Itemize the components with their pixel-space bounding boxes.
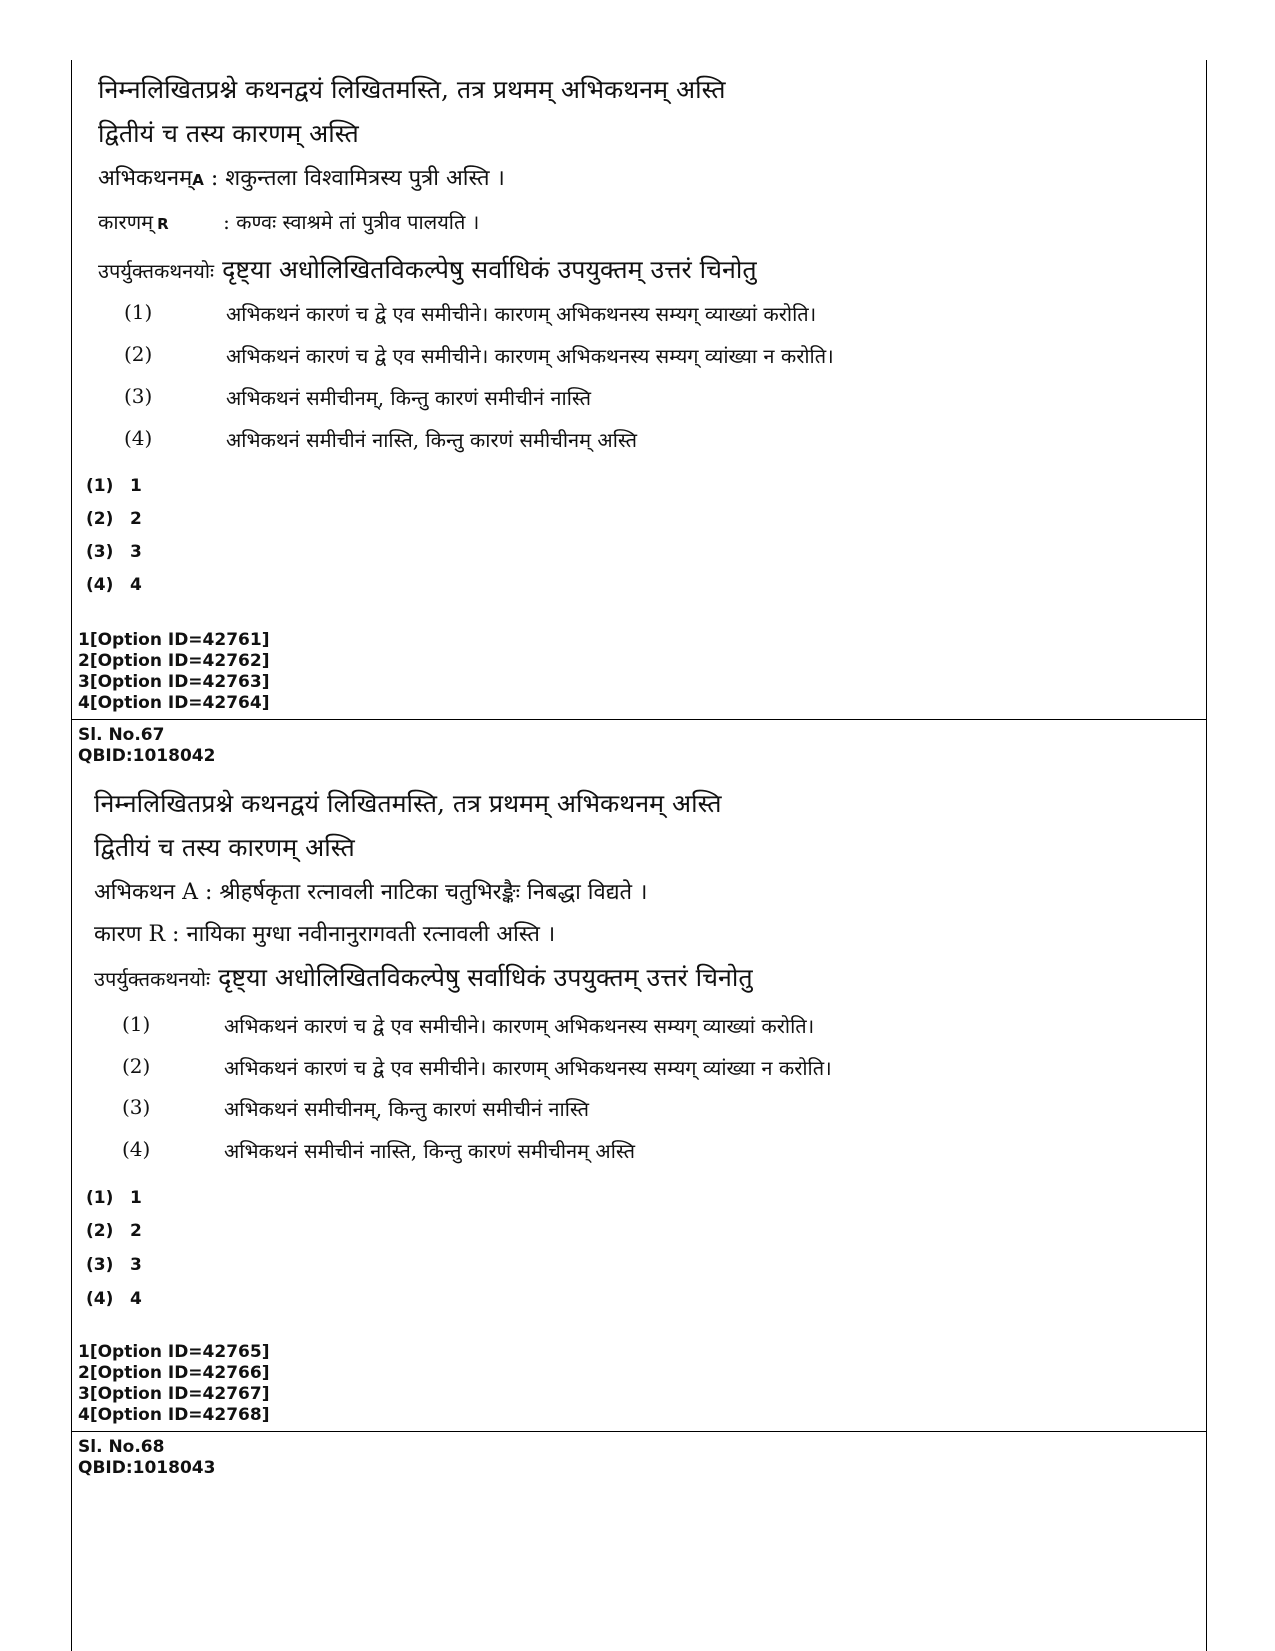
option-id: 2[Option ID=42766] bbox=[78, 1363, 270, 1383]
answer-choice: (4) 4 bbox=[86, 575, 142, 595]
option-id: 4[Option ID=42768] bbox=[78, 1405, 270, 1425]
answer-choice: (1) 1 bbox=[86, 476, 142, 496]
serial-number: Sl. No.68 bbox=[78, 1437, 165, 1457]
assertion-letter: A bbox=[192, 171, 204, 189]
answer-choice: (3) 3 bbox=[86, 1255, 142, 1275]
instruction-text: दृष्ट्या अधोलिखितविकल्पेषु सर्वाधिकं उपयुक्तम् उत्तरं चिनोतु bbox=[218, 963, 753, 992]
option-number: (2) bbox=[124, 342, 153, 366]
assertion-text: : शकुन्तला विश्वामित्रस्य पुत्री अस्ति । bbox=[210, 166, 505, 191]
qbid: QBID:1018042 bbox=[78, 746, 216, 766]
instruction-line bbox=[94, 960, 753, 994]
reason-statement bbox=[98, 208, 479, 235]
reason-letter: R bbox=[157, 215, 169, 233]
option-text: अभिकथनं कारणं च द्वे एव समीचीने। कारणम् अभिकथनस्य सम्यग् व्याख्यां करोति। bbox=[224, 1014, 815, 1038]
answer-choice: (2) 2 bbox=[86, 509, 142, 529]
option-text: अभिकथनं समीचीनम्, किन्तु कारणं समीचीनं नास्ति bbox=[226, 386, 592, 410]
option-id-list bbox=[78, 1342, 269, 1426]
question-intro-line: निम्नलिखितप्रश्ने कथनद्वयं लिखितमस्ति, तत्र प्रथमम् अभिकथनम् अस्ति bbox=[94, 789, 722, 818]
question-intro-line: निम्नलिखितप्रश्ने कथनद्वयं लिखितमस्ति, तत्र प्रथमम् अभिकथनम् अस्ति bbox=[98, 75, 726, 104]
answer-choice: (2) 2 bbox=[86, 1221, 142, 1241]
option-text: अभिकथनं कारणं च द्वे एव समीचीने। कारणम् अभिकथनस्य सम्यग् व्याख्यां करोति। bbox=[226, 302, 817, 326]
question-divider bbox=[72, 719, 1206, 720]
serial-number: Sl. No.67 bbox=[78, 725, 165, 745]
option-number: (1) bbox=[124, 300, 153, 324]
answer-choice: (3) 3 bbox=[86, 542, 142, 562]
option-id: 3[Option ID=42767] bbox=[78, 1384, 270, 1404]
instruction-text: दृष्ट्या अधोलिखितविकल्पेषु सर्वाधिकं उपयुक्तम् उत्तरं चिनोतु bbox=[222, 255, 757, 284]
question-intro-line: द्वितीयं च तस्य कारणम् अस्ति bbox=[94, 833, 355, 862]
instruction-prefix: उपर्युक्तकथनयोः bbox=[94, 967, 211, 991]
option-text: अभिकथनं समीचीनं नास्ति, किन्तु कारणं समीचीनम् अस्ति bbox=[226, 428, 638, 452]
option-text: अभिकथनं समीचीनं नास्ति, किन्तु कारणं समीचीनम् अस्ति bbox=[224, 1139, 636, 1163]
option-text: अभिकथनं कारणं च द्वे एव समीचीने। कारणम् अभिकथनस्य सम्यग् व्यांख्या न करोति। bbox=[226, 344, 834, 368]
assertion-statement: अभिकथन A : श्रीहर्षकृता रत्नावली नाटिका चतुभिरङ्कैः निबद्धा विद्यते । bbox=[94, 880, 648, 905]
question-intro-line: द्वितीयं च तस्य कारणम् अस्ति bbox=[98, 119, 359, 148]
option-id-list bbox=[78, 630, 269, 714]
reason-text: : कण्वः स्वाश्रमे तां पुत्रीव पालयति । bbox=[223, 210, 480, 234]
option-id: 1[Option ID=42761] bbox=[78, 630, 270, 650]
option-number: (3) bbox=[124, 384, 153, 408]
reason-statement: कारण R : नायिका मुग्धा नवीनानुरागवती रत्नावली अस्ति । bbox=[94, 922, 556, 947]
question-header bbox=[78, 1437, 215, 1479]
option-id: 2[Option ID=42762] bbox=[78, 651, 270, 671]
option-number: (4) bbox=[122, 1137, 151, 1161]
left-border bbox=[71, 60, 72, 1651]
question-divider bbox=[72, 1431, 1206, 1432]
reason-label: कारणम् bbox=[98, 210, 154, 234]
option-text: अभिकथनं कारणं च द्वे एव समीचीने। कारणम् अभिकथनस्य सम्यग् व्यांख्या न करोति। bbox=[224, 1056, 832, 1080]
option-number: (2) bbox=[122, 1054, 151, 1078]
option-number: (3) bbox=[122, 1095, 151, 1119]
option-number: (1) bbox=[122, 1012, 151, 1036]
question-header bbox=[78, 725, 215, 767]
qbid: QBID:1018043 bbox=[78, 1458, 216, 1478]
option-id: 1[Option ID=42765] bbox=[78, 1342, 270, 1362]
answer-choice: (4) 4 bbox=[86, 1289, 142, 1309]
option-number: (4) bbox=[124, 426, 153, 450]
assertion-statement bbox=[98, 162, 505, 192]
instruction-prefix: उपर्युक्तकथनयोः bbox=[98, 259, 215, 283]
option-text: अभिकथनं समीचीनम्, किन्तु कारणं समीचीनं नास्ति bbox=[224, 1097, 590, 1121]
option-id: 4[Option ID=42764] bbox=[78, 693, 270, 713]
instruction-line bbox=[98, 252, 757, 286]
answer-choice: (1) 1 bbox=[86, 1188, 142, 1208]
right-border bbox=[1206, 60, 1207, 1651]
assertion-label: अभिकथनम् bbox=[98, 166, 193, 191]
option-id: 3[Option ID=42763] bbox=[78, 672, 270, 692]
